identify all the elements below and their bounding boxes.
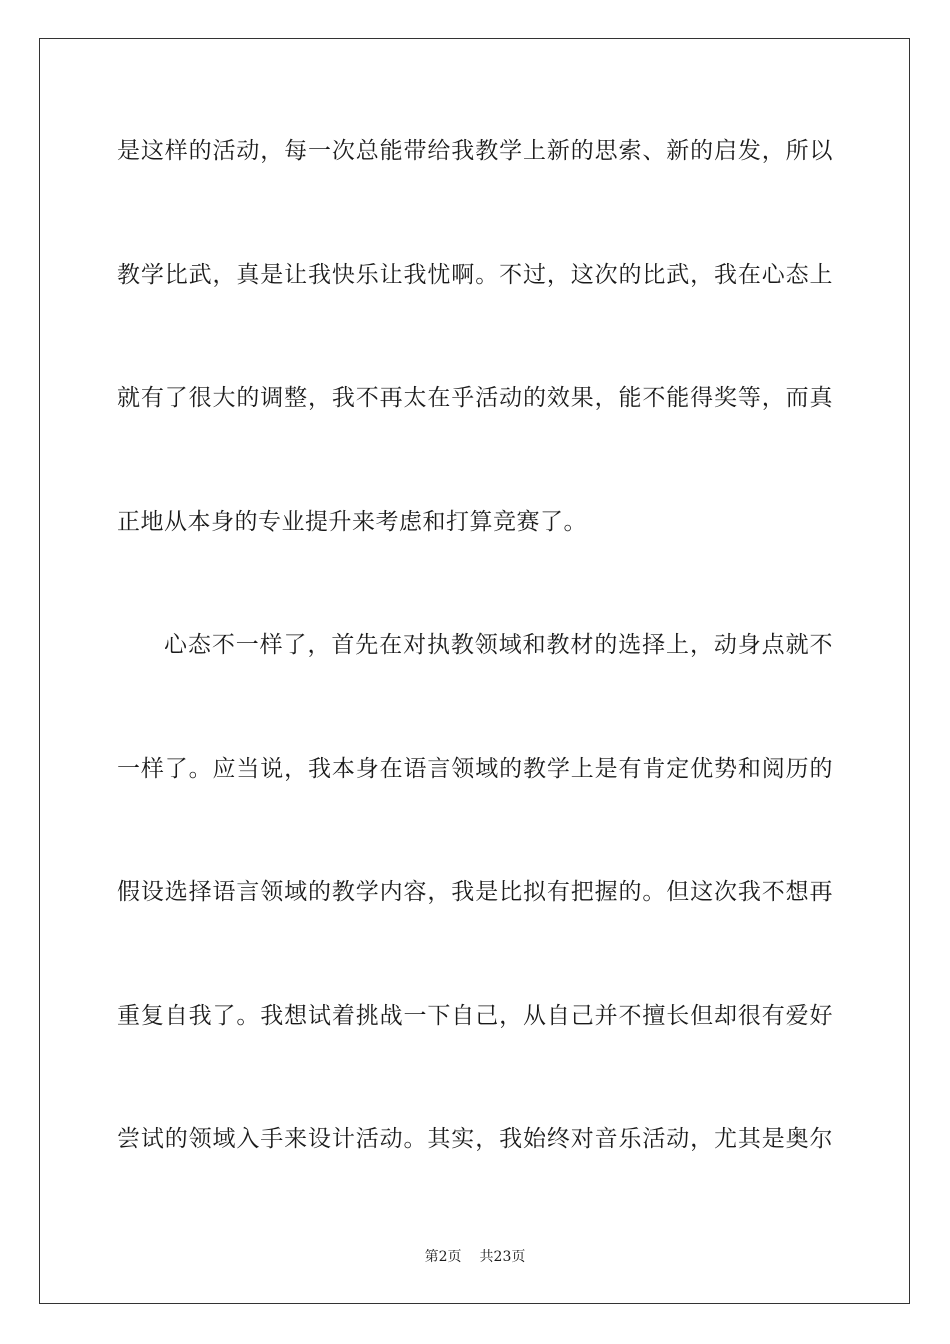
body-text-line: 是这样的活动，每一次总能带给我教学上新的思索、新的启发，所以 [117, 138, 833, 164]
body-text-line: 重复自我了。我想试着挑战一下自己，从自己并不擅长但却很有爱好 [117, 1003, 833, 1029]
page-footer [0, 1248, 950, 1266]
body-text-line: 就有了很大的调整，我不再太在乎活动的效果，能不能得奖等，而真 [117, 385, 833, 411]
page-number: 第2页 [424, 1249, 462, 1265]
body-text-line: 假设选择语言领域的教学内容，我是比拟有把握的。但这次我不想再 [117, 879, 833, 905]
body-text-line: 尝试的领域入手来设计活动。其实，我始终对音乐活动，尤其是奥尔 [117, 1126, 833, 1152]
body-text-line: 教学比武，真是让我快乐让我忧啊。不过，这次的比武，我在心态上 [117, 262, 833, 288]
body-text-line: 正地从本身的专业提升来考虑和打算竞赛了。 [117, 509, 587, 535]
paragraph-first-line: 心态不一样了，首先在对执教领域和教材的选择上，动身点就不 [164, 632, 833, 658]
total-pages: 共23页 [479, 1249, 526, 1265]
body-text-line: 一样了。应当说，我本身在语言领域的教学上是有肯定优势和阅历的 [117, 756, 833, 782]
page-border [39, 38, 910, 1304]
